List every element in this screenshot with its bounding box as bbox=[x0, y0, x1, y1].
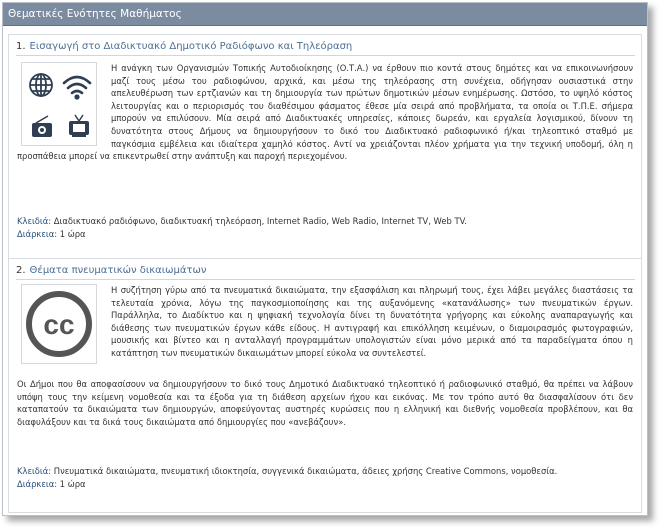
duration-label: Διάρκεια: bbox=[17, 228, 58, 239]
unit-meta bbox=[17, 465, 557, 490]
keywords-row bbox=[17, 215, 467, 228]
keywords-value: Πνευματικά δικαιώματα, πνευματική ιδιοκτησία, συγγενικά δικαιώματα, άδειες χρήσης Creative Commons, νομοθεσία. bbox=[53, 466, 558, 476]
keywords-value: Διαδικτυακό ραδιόφωνο, διαδικτυακή τηλεόραση, Internet Radio, Web Radio, Internet TV, Web TV. bbox=[53, 216, 467, 226]
unit-title-text[interactable]: Θέματα πνευματικών δικαιωμάτων bbox=[29, 265, 207, 276]
cc-logo-text: cc bbox=[43, 309, 75, 340]
unit-title-1[interactable] bbox=[16, 39, 635, 56]
unit-title-text[interactable]: Εισαγωγή στο Διαδικτυακό Δημοτικό Ραδιόφωνο και Τηλεόραση bbox=[29, 41, 353, 52]
unit-description-2: Οι Δήμοι που θα αποφασίσουν να δημιουργήσουν το δικό τους Δημοτικό Διαδικτυακό τηλεοπτικό ή ραδιοφωνικό σταθμό, θα πρέπει να λάβουν υπόψη τους την κείμενη νομοθεσία και τα έξοδα για τη διάθεση αρχείων ήχου και εικόνας. Με τον τρόπο αυτό θα διασφαλίσουν ότι δεν καταπατούν τα δικαιώματα των δημιουργών, αποφεύγοντας αυστηρές κυρώσεις που η ελληνική και διεθνής νομοθεσία προβλέπουν, και θα διαφυλάξουν και τα δικά τους δικαιώματα από δημιουργίες που «ανεβάζουν». bbox=[17, 379, 633, 427]
unit-number: 1. bbox=[16, 41, 26, 52]
keywords-row bbox=[17, 465, 557, 478]
unit-title-2[interactable] bbox=[16, 263, 635, 280]
duration-row bbox=[17, 478, 557, 491]
duration-row bbox=[17, 228, 467, 241]
duration-label: Διάρκεια: bbox=[17, 478, 58, 489]
unit-description: Η συζήτηση γύρω από τα πνευματικά δικαιώματα, την εξασφάλιση και πληρωμή τους, έχει λάβει μεγάλες διαστάσεις τα τελευταία χρόνια, λόγω της παγκοσμιοποίησης και της αυξανόμενης «κατανάλωσης» των πνευματικών έργων. Παράλληλα, το Διαδίκτυο και η ψηφιακή τεχνολογία δίνει τη δυνατότητα γρήγορης και εύκολης αναπαραγωγής και διάθεσης των πνευματικών έργων κάθε είδους. Η αντιγραφή και επικόλληση κειμένων, ο διαμοιρασμός φωτογραφιών, μουσικής και βίντεο και η ανταλλαγή προγραμμάτων υπολογιστών είναι μόνο μερικά από τα παραδείγματα όπου η κατάπτηση των πνευματικών δικαιωμάτων μπορεί εύκολα να συντελεστεί. Οι Δήμοι που θα αποφασίσουν να δημιουργήσουν το δικό τους Δημοτικό Διαδικτυακό τηλεοπτικό ή ραδιοφωνικό σταθμό, θα πρέπει να λάβουν υπόψη τους την κείμενη νομοθεσία και τα έξοδα για τη διάθεση αρχείων ήχου και εικόνας. Με τον τρόπο αυτό θα διασφαλίσουν ότι δεν καταπατούν τα δικαιώματα των δημιουργών, αποφεύγοντας αυστηρές κυρώσεις που η ελληνική και διεθνής νομοθεσία προβλέπουν, και θα διαφυλάξουν και τα δικά τους δικαιώματα από δημιουργίες που «ανεβάζουν». bbox=[17, 285, 633, 427]
keywords-label: Κλειδιά: bbox=[17, 466, 52, 476]
duration-value: 1 ώρα bbox=[59, 478, 86, 489]
duration-value: 1 ώρα bbox=[59, 228, 86, 239]
unit-section-1 bbox=[8, 34, 642, 259]
unit-meta bbox=[17, 215, 467, 240]
unit-number: 2. bbox=[16, 265, 26, 276]
course-units-panel bbox=[2, 2, 648, 516]
unit-description: Η ανάγκη των Οργανισμών Τοπικής Αυτοδιοίκησης (Ο.Τ.Α.) να έρθουν πιο κοντά στους δημότες και να επικοινωνήσουν μαζί τους μέσω του ραδιοφώνου, αρχικά, και μέσω της τηλεόρασης στη συνέχεια, οδήγησαν ουσιαστικά στην απελευθέρωση των ερτζιανών και τη δημιουργία των πρώτων δημοτικών μέσων ενημέρωσης. Ωστόσο, το υψηλό κόστος λειτουργίας και ο περιορισμός του διαθέσιμου φάσματος έθεσε μία σειρά από προβλήματα, τα οποία οι Τ.Π.Ε. σήμερα μπορούν να επιλύσουν. Μία σειρά από Διαδικτυακές υπηρεσίες, κάποιες δωρεάν, και εργαλεία λογισμικού, δίνουν τη δυνατότητα στους Δήμους να δημιουργήσουν το δικό του Διαδικτυακό ραδιοφωνικό ή/και τηλεοπτικό σταθμό με παγκόσμια εμβέλεια και ιδιαίτερα χαμηλό κόστος. Αντί να χρειάζονται πλέον χρήματα για την τεχνική υποδομή, όλη η προσπάθεια μπορεί να επικεντρωθεί στην ανάπτυξη και παροχή περιεχομένου. bbox=[17, 63, 633, 162]
unit-section-2 bbox=[8, 258, 642, 513]
panel-title: Θεματικές Ενότητες Μαθήματος bbox=[3, 3, 647, 26]
keywords-label: Κλειδιά: bbox=[17, 216, 52, 226]
